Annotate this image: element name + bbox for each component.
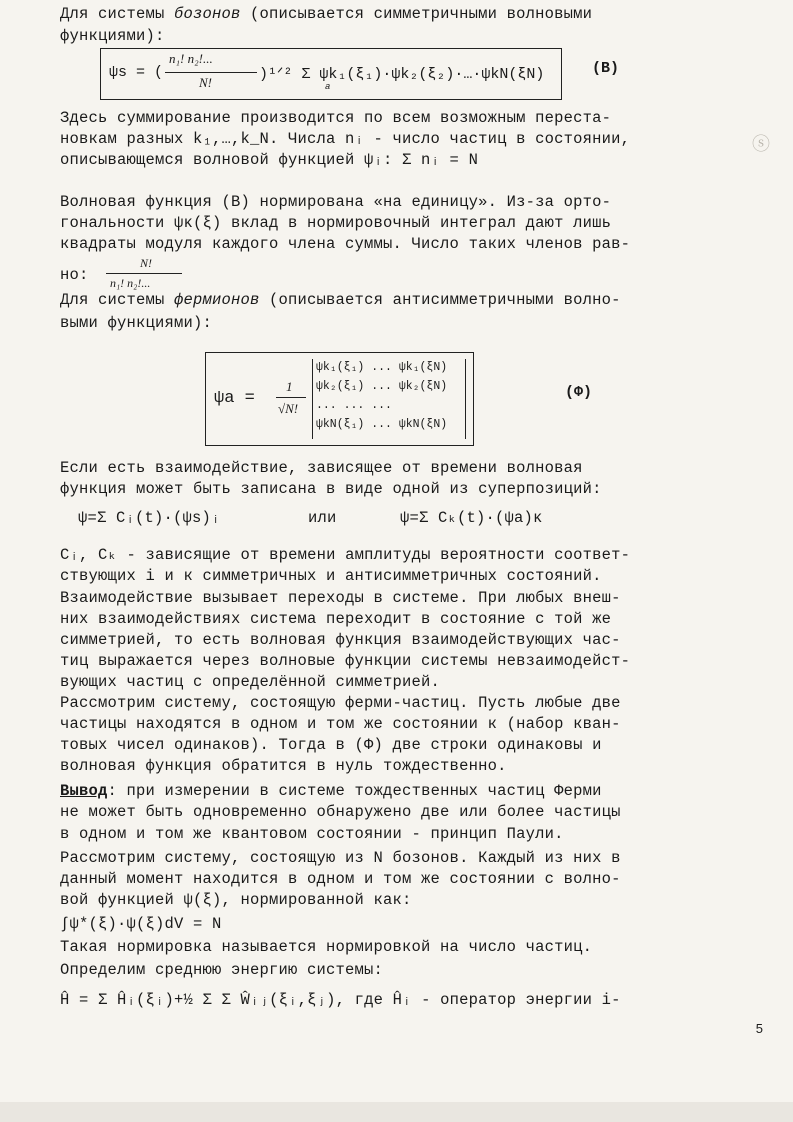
text-line: волновая функция обратится в нуль тождественно. xyxy=(60,757,507,775)
symmetric-superposition: ψ=Σ Cᵢ(t)·(ψs)ᵢ xyxy=(78,509,221,527)
equation-phi-box xyxy=(205,352,474,446)
determinant xyxy=(312,359,466,439)
equation-b-numerator: n₁! n₂!... xyxy=(169,51,213,66)
text-line: данный момент находится в одном и том же состоянии с волно- xyxy=(60,870,621,888)
text-line: описывающемся волновой функцией ψᵢ: Σ nᵢ = N xyxy=(60,151,479,169)
page-number: 5 xyxy=(755,1021,763,1036)
text-line: Такая нормировка называется нормировкой на число частиц. xyxy=(60,938,593,956)
margin-scribble: ⓢ xyxy=(752,134,770,154)
text-line: Волновая функция (B) нормирована «на единицу». Из-за орто- xyxy=(60,193,612,211)
text-line: ∫ψ*(ξ)·ψ(ξ)dV = N xyxy=(60,915,222,933)
fraction-bar xyxy=(276,397,306,398)
equation-b-lhs: ψs = ( xyxy=(109,64,164,81)
fraction-numerator: N! xyxy=(140,256,152,270)
text-line: Вывод: при измерении в системе тождественных частиц Ферми xyxy=(60,782,602,800)
text-line: Рассмотрим систему, состоящую из N бозонов. Каждый из них в xyxy=(60,849,621,867)
text-line: Cᵢ, Cₖ - зависящие от времени амплитуды вероятности соответ- xyxy=(60,546,631,564)
text-line: выми функциями): xyxy=(60,314,213,332)
text-line: вующих частиц с определённой симметрией. xyxy=(60,673,441,691)
text-line: симметрией, то есть волновая функция взаимодействующих час- xyxy=(60,631,621,649)
equation-b-label: (B) xyxy=(592,60,620,77)
text-line: функциями): xyxy=(60,27,165,45)
determinant-row: ψk₁(ξ₁) ... ψk₁(ξN) xyxy=(316,361,448,374)
equation-b-box xyxy=(100,48,562,100)
text-line: Для системы фермионов (описывается антисимметричными волно- xyxy=(60,291,621,309)
equation-b-rest: )¹ᐟ² Σ ψk₁(ξ₁)·ψk₂(ξ₂)·…·ψkN(ξN) xyxy=(259,66,545,83)
text-line: в одном и том же квантовом состоянии - принцип Паули. xyxy=(60,825,564,843)
determinant-row: ψk₂(ξ₁) ... ψk₂(ξN) xyxy=(316,380,448,393)
text-line: Здесь суммирование производится по всем возможным переста- xyxy=(60,109,612,127)
fraction-bar xyxy=(106,273,182,274)
text-line: них взаимодействиях система переходит в состояние с той же xyxy=(60,610,612,628)
text-line: не может быть одновременно обнаружено две или более частицы xyxy=(60,803,621,821)
text-line: ствующих i и к симметричных и антисимметричных состояний. xyxy=(60,567,602,585)
determinant-row: ... ... ... xyxy=(316,399,392,412)
antisymmetric-superposition: ψ=Σ Cₖ(t)·(ψa)κ xyxy=(400,509,543,527)
conclusion-label: Вывод xyxy=(60,782,108,800)
text-line: частицы находятся в одном и том же состоянии к (набор кван- xyxy=(60,715,621,733)
text-line: Определим среднюю энергию системы: xyxy=(60,961,384,979)
equation-phi-lhs: ψa = xyxy=(214,389,255,408)
text-line: гональности ψκ(ξ) вклад в нормировочный интеграл дают лишь xyxy=(60,214,612,232)
text-line: товых чисел одинаков). Тогда в (Φ) две строки одинаковы и xyxy=(60,736,602,754)
scan-edge xyxy=(0,1102,793,1122)
sum-subscript: a xyxy=(325,82,331,92)
text-line: Взаимодействие вызывает переходы в системе. При любых внеш- xyxy=(60,589,621,607)
text-line: Для системы бозонов (описывается симметричными волновыми xyxy=(60,5,593,23)
text-line: Ĥ = Σ Ĥᵢ(ξᵢ)+½ Σ Σ Ŵᵢⱼ(ξᵢ,ξⱼ), где Ĥᵢ - оператор энергии i- xyxy=(60,991,621,1009)
equation-phi-denominator: √N! xyxy=(278,401,299,416)
determinant-row: ψkN(ξ₁) ... ψkN(ξN) xyxy=(316,418,448,431)
text-line: Рассмотрим систему, состоящую ферми-частиц. Пусть любые две xyxy=(60,694,621,712)
fraction-bar xyxy=(165,72,257,73)
equation-b-denominator: N! xyxy=(199,75,212,90)
equation-phi-label: (Φ) xyxy=(565,384,593,401)
equation-phi-numerator: 1 xyxy=(286,379,293,394)
fraction-denominator: n₁! n₂!... xyxy=(110,276,151,290)
text-line: новкам разных k₁,…,k_N. Числа nᵢ - число частиц в состоянии, xyxy=(60,130,631,148)
or-word: или xyxy=(308,509,337,527)
text-line: тиц выражается через волновые функции системы невзаимодейст- xyxy=(60,652,631,670)
text-line: функция может быть записана в виде одной из суперпозиций: xyxy=(60,480,602,498)
text-line: вой функцией ψ(ξ), нормированной как: xyxy=(60,891,412,909)
text-line: Если есть взаимодействие, зависящее от времени волновая xyxy=(60,459,583,477)
text-line: но: xyxy=(60,266,89,284)
text-line: квадраты модуля каждого члена суммы. Число таких членов рав- xyxy=(60,235,631,253)
